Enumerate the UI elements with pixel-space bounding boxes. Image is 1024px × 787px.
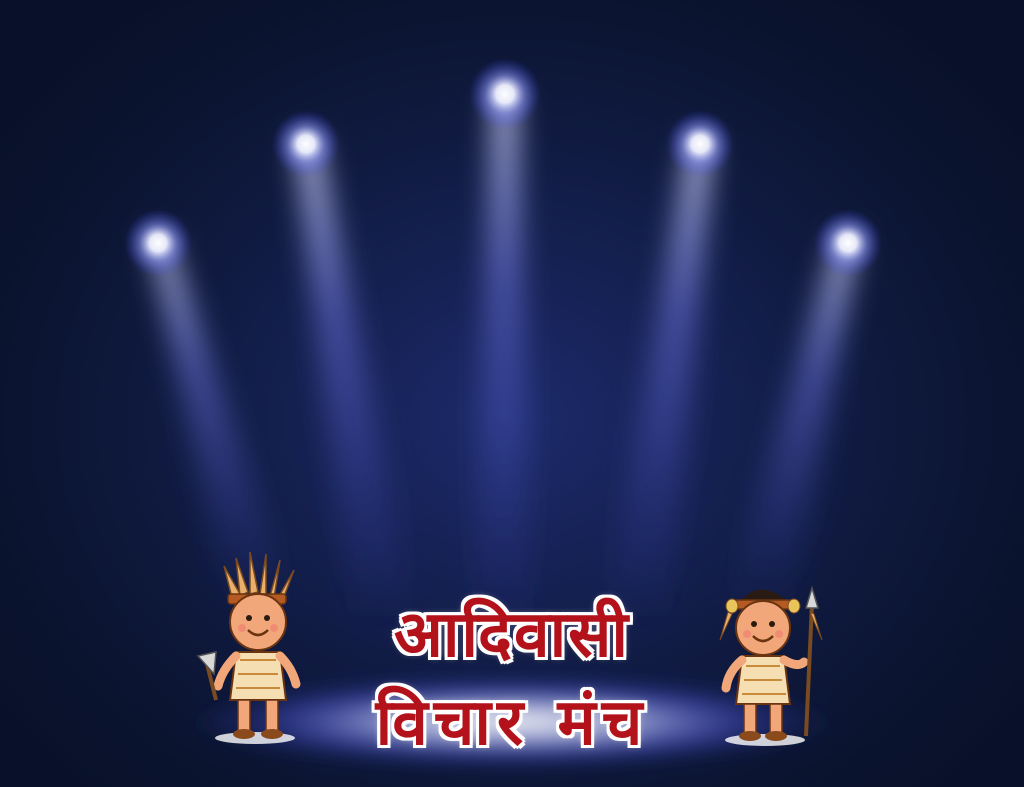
beams — [150, 92, 858, 650]
beam-1 — [150, 238, 300, 620]
spotlight-icon — [666, 110, 734, 178]
beam-4 — [600, 140, 712, 640]
spotlight-icon — [814, 209, 882, 277]
beam-2 — [296, 140, 420, 640]
title-vichar-manch: विचार मंच — [375, 686, 649, 760]
spotlight-icon — [272, 110, 340, 178]
beam-3 — [470, 92, 535, 650]
beam-5 — [720, 238, 858, 620]
spotlight-icon — [124, 209, 192, 277]
spotlight-icon — [469, 58, 541, 130]
title-adivasi: आदिवासी — [394, 598, 630, 672]
